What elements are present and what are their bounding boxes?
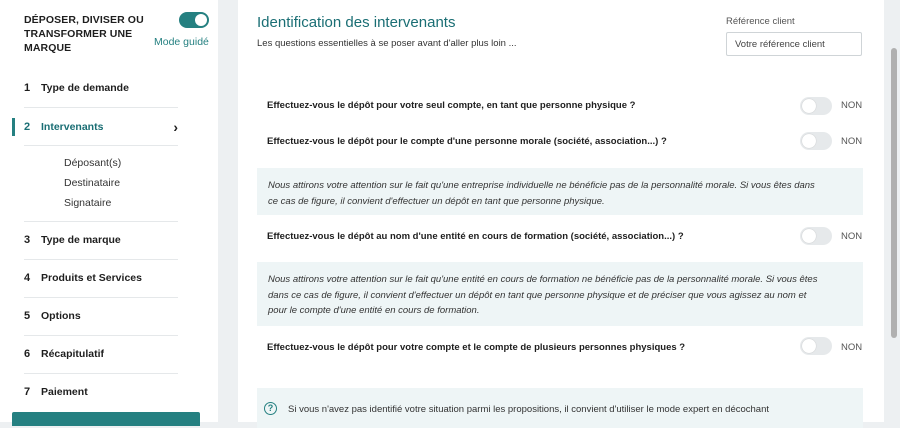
note-line: Nous attirons votre attention sur le fait qu'une entreprise individuelle ne bénéficie pas de la personnalité morale. Si vous êtes dans [268, 180, 815, 191]
sub-item-destinataire[interactable]: Destinataire [64, 177, 121, 189]
question-personne-morale: Effectuez-vous le dépôt pour le compte d'une personne morale (société, association...) ? [267, 136, 667, 147]
active-step-indicator [12, 118, 15, 136]
toggle-knob [195, 14, 207, 26]
step-number: 5 [24, 310, 31, 322]
step-type-de-marque[interactable] [24, 230, 178, 250]
divider [24, 259, 178, 260]
step-number: 2 [24, 121, 31, 133]
toggle-value-label: NON [841, 231, 863, 242]
help-text: Si vous n'avez pas identifié votre situation parmi les propositions, il convient d'utiliser le mode expert en décochant [288, 404, 769, 415]
question-plusieurs-personnes: Effectuez-vous le dépôt pour votre compte et le compte de plusieurs personnes physiques ? [267, 342, 686, 353]
toggle-value-label: NON [841, 100, 863, 111]
sidebar-action-button[interactable] [12, 412, 200, 426]
divider [24, 221, 178, 222]
step-recapitulatif[interactable] [24, 344, 178, 364]
divider [24, 107, 178, 108]
divider [24, 297, 178, 298]
step-type-de-demande[interactable] [24, 78, 178, 98]
scrollbar-thumb[interactable] [891, 48, 897, 338]
sidebar-title: DÉPOSER, DIVISER OU TRANSFORMER UNE MARQUE [24, 14, 144, 54]
guided-mode-label: Mode guidé [154, 36, 209, 48]
page-title: Identification des intervenants [257, 14, 456, 31]
step-number: 4 [24, 272, 31, 284]
toggle-plusieurs-personnes[interactable] [800, 337, 832, 355]
toggle-value-label: NON [841, 136, 863, 147]
toggle-knob [802, 339, 816, 353]
step-label: Produits et Services [41, 272, 142, 284]
main-panel [238, 0, 884, 422]
chevron-right-icon: › [173, 119, 178, 135]
sidebar [0, 0, 218, 422]
note-line: ce cas de figure, il convient d'effectuer un dépôt en tant que personne physique. [268, 195, 605, 207]
step-label: Options [41, 310, 81, 322]
reference-input[interactable] [726, 32, 862, 56]
step-label: Type de demande [41, 82, 129, 94]
toggle-knob [802, 229, 816, 243]
page-subtitle: Les questions essentielles à se poser avant d'aller plus loin ... [257, 38, 517, 49]
toggle-personne-morale[interactable] [800, 132, 832, 150]
sub-item-deposants[interactable]: Déposant(s) [64, 157, 122, 169]
toggle-value-label: NON [841, 342, 863, 353]
sub-item-signataire[interactable]: Signataire [64, 197, 112, 209]
step-label: Intervenants [41, 121, 104, 133]
step-paiement[interactable] [24, 382, 178, 402]
toggle-entite-en-formation[interactable] [800, 227, 832, 245]
divider [24, 373, 178, 374]
guided-mode-toggle[interactable] [179, 12, 209, 28]
toggle-knob [802, 99, 816, 113]
question-seul-compte: Effectuez-vous le dépôt pour votre seul compte, en tant que personne physique ? [267, 100, 636, 111]
toggle-knob [802, 134, 816, 148]
step-number: 1 [24, 82, 31, 94]
step-options[interactable] [24, 306, 178, 326]
step-label: Type de marque [41, 234, 121, 246]
question-circle-icon: ? [264, 402, 277, 415]
step-intervenants[interactable] [24, 117, 178, 137]
info-note-entite-en-formation [257, 262, 863, 326]
help-box [257, 388, 863, 428]
divider [24, 145, 178, 146]
divider [24, 335, 178, 336]
step-produits-et-services[interactable] [24, 268, 178, 288]
step-number: 6 [24, 348, 31, 360]
step-number: 3 [24, 234, 31, 246]
info-note-entreprise-individuelle [257, 168, 863, 215]
step-number: 7 [24, 386, 31, 398]
step-label: Paiement [41, 386, 88, 398]
note-line: dans ce cas de figure, il convient d'effectuer un dépôt en tant que personne physique et de préciser que vous agissez au nom et [268, 289, 807, 301]
step-label: Récapitulatif [41, 348, 105, 360]
note-line: Nous attirons votre attention sur le fait qu'une entité en cours de formation ne bénéficie pas de la personnalité morale. Si vous êtes [268, 274, 818, 285]
reference-label: Référence client [726, 16, 795, 27]
question-entite-en-formation: Effectuez-vous le dépôt au nom d'une entité en cours de formation (société, association...) ? [267, 231, 684, 242]
toggle-seul-compte[interactable] [800, 97, 832, 115]
note-line: pour le compte d'une entité en cours de formation. [268, 305, 480, 316]
